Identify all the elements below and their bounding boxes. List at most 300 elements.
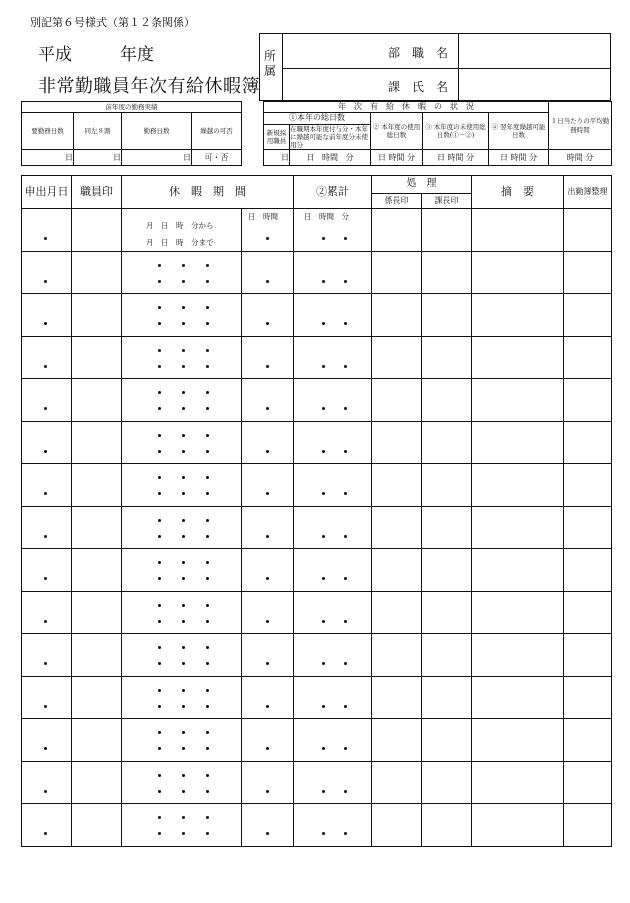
dot-mark bbox=[44, 237, 47, 240]
dot-mark bbox=[344, 535, 347, 538]
cumulative-cell[interactable] bbox=[294, 804, 372, 847]
staff-seal-cell[interactable] bbox=[72, 464, 122, 507]
leave-period-cell[interactable] bbox=[122, 421, 242, 464]
chief-seal-cell[interactable] bbox=[372, 379, 422, 422]
hour-unit: 時間 bbox=[447, 153, 464, 163]
carryover-value[interactable]: 可・否 bbox=[192, 150, 242, 166]
dot-mark bbox=[266, 280, 269, 283]
dot-mark bbox=[158, 747, 161, 750]
remarks-cell[interactable] bbox=[472, 761, 564, 804]
dot-mark bbox=[206, 747, 209, 750]
ledger-row bbox=[22, 294, 612, 337]
leave-period-cell[interactable] bbox=[122, 591, 242, 634]
leave-period-cell[interactable] bbox=[122, 634, 242, 677]
remarks-cell[interactable] bbox=[472, 251, 564, 294]
dot-mark bbox=[44, 280, 47, 283]
dot-mark bbox=[206, 519, 209, 522]
unit-guide-text: 日 時間 bbox=[248, 212, 278, 221]
used-total-value[interactable] bbox=[371, 150, 423, 166]
unused-total-header: ③ 本年度の未使用総日数(①－②) bbox=[423, 113, 489, 150]
leave-days-cell[interactable] bbox=[242, 209, 294, 252]
dot-mark bbox=[182, 391, 185, 394]
leave-period-cell[interactable] bbox=[122, 294, 242, 337]
next-carry-header: ④ 翌年度繰越可能日数 bbox=[489, 113, 549, 150]
leave-days-cell[interactable] bbox=[242, 379, 294, 422]
dot-mark bbox=[266, 790, 269, 793]
leave-period-cell[interactable] bbox=[122, 506, 242, 549]
dot-mark bbox=[158, 322, 161, 325]
eighty-pct-header: 同左８割 bbox=[74, 113, 122, 150]
staff-seal-cell[interactable] bbox=[72, 591, 122, 634]
chief-seal-cell[interactable] bbox=[372, 719, 422, 762]
cumulative-cell[interactable] bbox=[294, 251, 372, 294]
day-unit: 日 bbox=[436, 153, 445, 163]
dot-mark bbox=[44, 577, 47, 580]
leave-period-cell[interactable] bbox=[122, 549, 242, 592]
ledger-row bbox=[22, 676, 612, 719]
ledger-row bbox=[22, 251, 612, 294]
work-days-value[interactable]: 日 bbox=[122, 150, 192, 166]
dot-mark bbox=[182, 519, 185, 522]
unused-total-value[interactable] bbox=[423, 150, 489, 166]
dot-mark bbox=[344, 407, 347, 410]
chief-seal-cell[interactable] bbox=[372, 464, 422, 507]
section-chief-seal-cell[interactable] bbox=[422, 336, 472, 379]
attendance-book-cell[interactable] bbox=[564, 506, 612, 549]
leave-period-cell[interactable] bbox=[122, 336, 242, 379]
chief-seal-cell[interactable] bbox=[372, 676, 422, 719]
section-chief-seal-cell[interactable] bbox=[422, 804, 472, 847]
dot-mark bbox=[182, 620, 185, 623]
attendance-book-cell[interactable] bbox=[564, 421, 612, 464]
attendance-book-cell[interactable] bbox=[564, 464, 612, 507]
cumulative-cell[interactable] bbox=[294, 591, 372, 634]
staff-seal-cell[interactable] bbox=[72, 379, 122, 422]
staff-seal-cell[interactable] bbox=[72, 209, 122, 252]
affiliation-box bbox=[259, 33, 611, 101]
dot-mark bbox=[44, 322, 47, 325]
apply-date-cell[interactable] bbox=[22, 251, 72, 294]
remarks-cell[interactable] bbox=[472, 719, 564, 762]
remarks-cell[interactable] bbox=[472, 676, 564, 719]
apply-date-cell[interactable] bbox=[22, 761, 72, 804]
leave-period-cell[interactable] bbox=[122, 719, 242, 762]
dot-mark bbox=[344, 577, 347, 580]
attendance-book-cell[interactable] bbox=[564, 209, 612, 252]
dot-mark bbox=[182, 705, 185, 708]
dot-mark bbox=[266, 535, 269, 538]
chief-seal-cell[interactable] bbox=[372, 421, 422, 464]
unit-guide-text: 日 時間 分 bbox=[304, 212, 349, 221]
dot-mark bbox=[206, 705, 209, 708]
cumulative-cell[interactable] bbox=[294, 209, 372, 252]
attendance-book-cell[interactable] bbox=[564, 719, 612, 762]
chief-seal-header: 係長印 bbox=[372, 194, 422, 209]
cumulative-header: ②累計 bbox=[294, 176, 372, 209]
summary-table bbox=[21, 101, 612, 166]
section-chief-seal-cell[interactable] bbox=[422, 421, 472, 464]
leave-days-cell[interactable] bbox=[242, 676, 294, 719]
dot-mark bbox=[158, 476, 161, 479]
apply-date-cell[interactable] bbox=[22, 549, 72, 592]
total-days-value[interactable] bbox=[290, 150, 371, 166]
hour-unit: 時間 bbox=[510, 153, 527, 163]
name-field[interactable] bbox=[459, 69, 611, 101]
dot-mark bbox=[158, 705, 161, 708]
dot-mark bbox=[322, 492, 325, 495]
dot-mark bbox=[44, 832, 47, 835]
chief-seal-cell[interactable] bbox=[372, 549, 422, 592]
section-chief-seal-header: 課長印 bbox=[422, 194, 472, 209]
era-label: 平成 bbox=[38, 45, 72, 65]
leave-days-cell[interactable] bbox=[242, 251, 294, 294]
dot-mark bbox=[344, 790, 347, 793]
dot-mark bbox=[266, 407, 269, 410]
staff-seal-cell[interactable] bbox=[72, 421, 122, 464]
dot-mark bbox=[206, 391, 209, 394]
section-chief-seal-cell[interactable] bbox=[422, 549, 472, 592]
remarks-cell[interactable] bbox=[472, 464, 564, 507]
dot-mark bbox=[206, 774, 209, 777]
staff-seal-cell[interactable] bbox=[72, 634, 122, 677]
attendance-book-cell[interactable] bbox=[564, 804, 612, 847]
attendance-book-cell[interactable] bbox=[564, 379, 612, 422]
dot-mark bbox=[206, 306, 209, 309]
dot-mark bbox=[322, 365, 325, 368]
dot-mark bbox=[344, 322, 347, 325]
dot-mark bbox=[158, 492, 161, 495]
staff-seal-cell[interactable] bbox=[72, 804, 122, 847]
chief-seal-cell[interactable] bbox=[372, 761, 422, 804]
dot-mark bbox=[206, 280, 209, 283]
section-chief-seal-cell[interactable] bbox=[422, 591, 472, 634]
dot-mark bbox=[182, 561, 185, 564]
leave-days-cell[interactable] bbox=[242, 464, 294, 507]
dot-mark bbox=[344, 747, 347, 750]
ledger-row bbox=[22, 804, 612, 847]
eighty-pct-value[interactable]: 日 bbox=[74, 150, 122, 166]
dot-mark bbox=[266, 705, 269, 708]
cumulative-cell[interactable] bbox=[294, 336, 372, 379]
remarks-cell[interactable] bbox=[472, 549, 564, 592]
leave-days-cell[interactable] bbox=[242, 761, 294, 804]
dot-mark bbox=[158, 561, 161, 564]
dot-mark bbox=[206, 646, 209, 649]
remarks-cell[interactable] bbox=[472, 421, 564, 464]
dot-mark bbox=[182, 577, 185, 580]
apply-date-cell[interactable] bbox=[22, 294, 72, 337]
dot-mark bbox=[322, 322, 325, 325]
leave-period-cell[interactable] bbox=[122, 209, 242, 252]
dot-mark bbox=[182, 816, 185, 819]
apply-date-header: 申出月日 bbox=[22, 176, 72, 209]
avg-hours-value[interactable] bbox=[549, 150, 612, 166]
dot-mark bbox=[322, 620, 325, 623]
attendance-book-cell[interactable] bbox=[564, 336, 612, 379]
staff-seal-cell[interactable] bbox=[72, 251, 122, 294]
cumulative-cell[interactable] bbox=[294, 464, 372, 507]
ledger-row bbox=[22, 336, 612, 379]
dot-mark bbox=[206, 731, 209, 734]
section-chief-seal-cell[interactable] bbox=[422, 251, 472, 294]
dot-mark bbox=[344, 705, 347, 708]
leave-days-cell[interactable] bbox=[242, 336, 294, 379]
carryover-header: 繰越の可否 bbox=[192, 113, 242, 150]
apply-date-cell[interactable] bbox=[22, 634, 72, 677]
leave-days-cell[interactable] bbox=[242, 294, 294, 337]
staff-seal-cell[interactable] bbox=[72, 506, 122, 549]
remarks-cell[interactable] bbox=[472, 506, 564, 549]
dot-mark bbox=[182, 604, 185, 607]
required-days-value[interactable]: 日 bbox=[22, 150, 74, 166]
section-chief-seal-cell[interactable] bbox=[422, 634, 472, 677]
dot-mark bbox=[158, 774, 161, 777]
attendance-book-cell[interactable] bbox=[564, 251, 612, 294]
dot-mark bbox=[266, 577, 269, 580]
dot-mark bbox=[206, 322, 209, 325]
leave-days-cell[interactable] bbox=[242, 591, 294, 634]
dot-mark bbox=[322, 450, 325, 453]
staff-seal-cell[interactable] bbox=[72, 719, 122, 762]
dot-mark bbox=[344, 450, 347, 453]
leave-days-cell[interactable] bbox=[242, 719, 294, 762]
dot-mark bbox=[182, 280, 185, 283]
leave-period-cell[interactable] bbox=[122, 804, 242, 847]
dot-mark bbox=[158, 731, 161, 734]
dot-mark bbox=[158, 306, 161, 309]
cumulative-cell[interactable] bbox=[294, 294, 372, 337]
dot-mark bbox=[44, 450, 47, 453]
leave-days-cell[interactable] bbox=[242, 506, 294, 549]
dot-mark bbox=[266, 237, 269, 240]
leave-days-cell[interactable] bbox=[242, 421, 294, 464]
dot-mark bbox=[182, 407, 185, 410]
leave-days-cell[interactable] bbox=[242, 804, 294, 847]
cumulative-cell[interactable] bbox=[294, 506, 372, 549]
total-days-header: ①本年の総日数 bbox=[264, 113, 371, 124]
staff-seal-cell[interactable] bbox=[72, 761, 122, 804]
dot-mark bbox=[344, 832, 347, 835]
dot-mark bbox=[182, 322, 185, 325]
apply-date-cell[interactable] bbox=[22, 676, 72, 719]
cumulative-cell[interactable] bbox=[294, 549, 372, 592]
apply-date-cell[interactable] bbox=[22, 719, 72, 762]
dot-mark bbox=[44, 407, 47, 410]
remarks-cell[interactable] bbox=[472, 379, 564, 422]
dot-mark bbox=[344, 492, 347, 495]
dot-mark bbox=[206, 790, 209, 793]
attendance-book-header: 出勤簿整理 bbox=[564, 176, 612, 209]
section-chief-seal-cell[interactable] bbox=[422, 294, 472, 337]
unit-guide-text: 月 日 時 分から bbox=[146, 221, 214, 230]
section-chief-seal-cell[interactable] bbox=[422, 209, 472, 252]
remarks-cell[interactable] bbox=[472, 294, 564, 337]
dot-mark bbox=[182, 731, 185, 734]
chief-seal-cell[interactable] bbox=[372, 251, 422, 294]
dot-mark bbox=[322, 662, 325, 665]
ledger-row bbox=[22, 379, 612, 422]
chief-seal-cell[interactable] bbox=[372, 336, 422, 379]
chief-seal-cell[interactable] bbox=[372, 634, 422, 677]
ledger-row bbox=[22, 549, 612, 592]
required-days-header: 要勤務日数 bbox=[22, 113, 74, 150]
cumulative-cell[interactable] bbox=[294, 676, 372, 719]
job-title-field[interactable] bbox=[459, 35, 611, 68]
dot-mark bbox=[182, 832, 185, 835]
apply-date-cell[interactable] bbox=[22, 336, 72, 379]
dot-mark bbox=[158, 620, 161, 623]
leave-period-cell[interactable] bbox=[122, 676, 242, 719]
apply-date-cell[interactable] bbox=[22, 591, 72, 634]
next-carry-value[interactable] bbox=[489, 150, 549, 166]
dot-mark bbox=[206, 365, 209, 368]
dot-mark bbox=[158, 450, 161, 453]
dot-mark bbox=[182, 264, 185, 267]
section-chief-seal-cell[interactable] bbox=[422, 676, 472, 719]
section-chief-seal-cell[interactable] bbox=[422, 761, 472, 804]
dot-mark bbox=[266, 492, 269, 495]
attendance-book-cell[interactable] bbox=[564, 591, 612, 634]
dot-mark bbox=[206, 832, 209, 835]
dot-mark bbox=[322, 535, 325, 538]
dot-mark bbox=[206, 349, 209, 352]
ledger-row bbox=[22, 209, 612, 252]
dot-mark bbox=[322, 747, 325, 750]
section-chief-seal-cell[interactable] bbox=[422, 506, 472, 549]
dot-mark bbox=[182, 662, 185, 665]
apply-date-cell[interactable] bbox=[22, 209, 72, 252]
dot-mark bbox=[266, 450, 269, 453]
dot-mark bbox=[206, 816, 209, 819]
dot-mark bbox=[206, 434, 209, 437]
hour-unit: 時間 bbox=[322, 153, 338, 163]
leave-period-header: 休 暇 期 間 bbox=[122, 176, 294, 209]
chief-seal-cell[interactable] bbox=[372, 506, 422, 549]
fiscal-year-label: 年度 bbox=[120, 45, 154, 65]
remarks-cell[interactable] bbox=[472, 209, 564, 252]
dot-mark bbox=[44, 662, 47, 665]
attendance-book-cell[interactable] bbox=[564, 761, 612, 804]
dot-mark bbox=[158, 365, 161, 368]
leave-days-cell[interactable] bbox=[242, 634, 294, 677]
dot-mark bbox=[182, 535, 185, 538]
new-hire-days-value[interactable]: 日 bbox=[264, 150, 290, 166]
dot-mark bbox=[182, 689, 185, 692]
staff-seal-cell[interactable] bbox=[72, 676, 122, 719]
form-reference: 別記第６号様式（第１２条関係） bbox=[30, 16, 195, 29]
work-days-header: 勤務日数 bbox=[122, 113, 192, 150]
dot-mark bbox=[158, 407, 161, 410]
prev-year-group: 前年度の勤務実績 bbox=[22, 102, 242, 113]
section-name-label: 課 氏 名 bbox=[388, 80, 449, 94]
staff-seal-cell[interactable] bbox=[72, 294, 122, 337]
apply-date-cell[interactable] bbox=[22, 506, 72, 549]
leave-ledger-table bbox=[21, 175, 612, 847]
leave-days-cell[interactable] bbox=[242, 549, 294, 592]
dot-mark bbox=[182, 365, 185, 368]
dot-mark bbox=[158, 391, 161, 394]
leave-period-cell[interactable] bbox=[122, 761, 242, 804]
dot-mark bbox=[206, 577, 209, 580]
dot-mark bbox=[206, 407, 209, 410]
cumulative-cell[interactable] bbox=[294, 719, 372, 762]
cumulative-cell[interactable] bbox=[294, 379, 372, 422]
dot-mark bbox=[344, 662, 347, 665]
ledger-row bbox=[22, 591, 612, 634]
remarks-cell[interactable] bbox=[472, 804, 564, 847]
dot-mark bbox=[206, 561, 209, 564]
staff-seal-cell[interactable] bbox=[72, 336, 122, 379]
section-chief-seal-cell[interactable] bbox=[422, 464, 472, 507]
dot-mark bbox=[182, 476, 185, 479]
apply-date-cell[interactable] bbox=[22, 804, 72, 847]
dot-mark bbox=[206, 535, 209, 538]
dot-mark bbox=[206, 476, 209, 479]
dot-mark bbox=[158, 832, 161, 835]
dot-mark bbox=[158, 662, 161, 665]
remarks-cell[interactable] bbox=[472, 634, 564, 677]
leave-period-cell[interactable] bbox=[122, 464, 242, 507]
staff-seal-cell[interactable] bbox=[72, 549, 122, 592]
ledger-row bbox=[22, 634, 612, 677]
dot-mark bbox=[206, 662, 209, 665]
cumulative-cell[interactable] bbox=[294, 634, 372, 677]
ledger-row bbox=[22, 719, 612, 762]
remarks-cell[interactable] bbox=[472, 591, 564, 634]
new-hire-header: 新規採用職員 bbox=[264, 124, 290, 149]
dot-mark bbox=[266, 747, 269, 750]
cumulative-cell[interactable] bbox=[294, 761, 372, 804]
unit-guide-text: 月 日 時 分まで bbox=[146, 238, 214, 247]
dot-mark bbox=[344, 237, 347, 240]
attendance-book-cell[interactable] bbox=[564, 294, 612, 337]
leave-period-cell[interactable] bbox=[122, 379, 242, 422]
attendance-book-cell[interactable] bbox=[564, 549, 612, 592]
dot-mark bbox=[182, 349, 185, 352]
dot-mark bbox=[44, 747, 47, 750]
attendance-book-cell[interactable] bbox=[564, 676, 612, 719]
chief-seal-cell[interactable] bbox=[372, 804, 422, 847]
dot-mark bbox=[158, 264, 161, 267]
section-chief-seal-cell[interactable] bbox=[422, 379, 472, 422]
dot-mark bbox=[322, 237, 325, 240]
chief-seal-cell[interactable] bbox=[372, 591, 422, 634]
minute-unit: 分 bbox=[345, 153, 354, 163]
dept-job-label: 部 職 名 bbox=[388, 46, 449, 60]
dot-mark bbox=[206, 450, 209, 453]
cumulative-cell[interactable] bbox=[294, 421, 372, 464]
section-chief-seal-cell[interactable] bbox=[422, 719, 472, 762]
avg-hours-header: １日当たりの平均勤務時間 bbox=[549, 102, 612, 150]
leave-period-cell[interactable] bbox=[122, 251, 242, 294]
leave-status-group: 年 次 有 給 休 暇 の 状 況 bbox=[264, 102, 549, 113]
apply-date-cell[interactable] bbox=[22, 421, 72, 464]
apply-date-cell[interactable] bbox=[22, 464, 72, 507]
dot-mark bbox=[182, 747, 185, 750]
minute-unit: 分 bbox=[407, 153, 416, 163]
hour-unit: 時間 bbox=[388, 153, 405, 163]
apply-date-cell[interactable] bbox=[22, 379, 72, 422]
dot-mark bbox=[322, 832, 325, 835]
dot-mark bbox=[206, 492, 209, 495]
dot-mark bbox=[344, 365, 347, 368]
remarks-cell[interactable] bbox=[472, 336, 564, 379]
chief-seal-cell[interactable] bbox=[372, 209, 422, 252]
chief-seal-cell[interactable] bbox=[372, 294, 422, 337]
dot-mark bbox=[266, 365, 269, 368]
attendance-book-cell[interactable] bbox=[564, 634, 612, 677]
dot-mark bbox=[158, 646, 161, 649]
